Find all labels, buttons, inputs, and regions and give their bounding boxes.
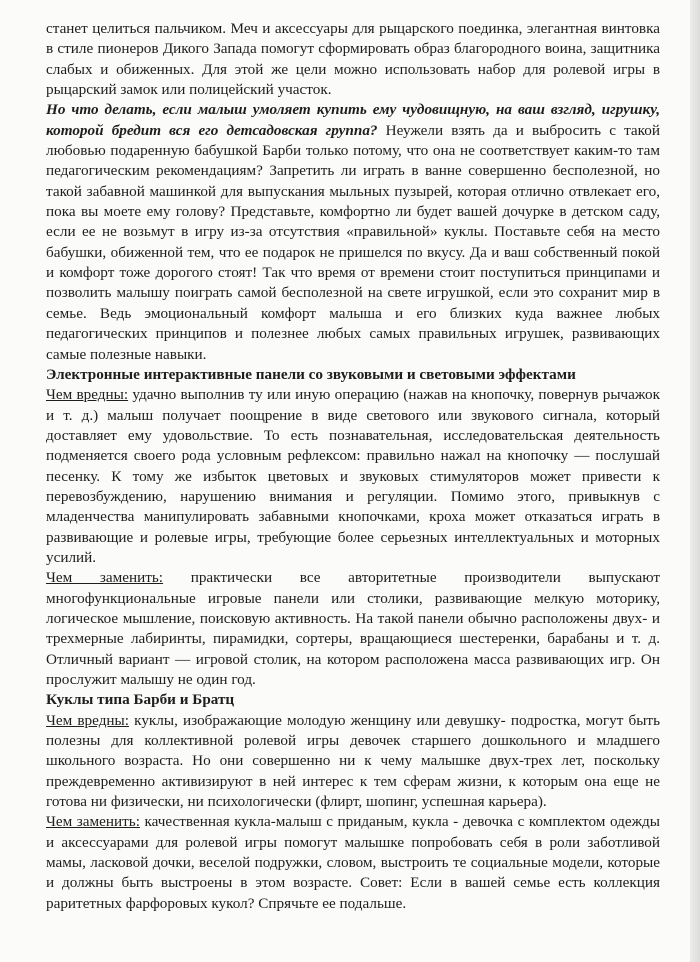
question-answer-text: Неужели взять да и выбросить с такой любовью подаренную бабушкой Барби только потому, что она не соответствует каким-то там педагогическим рекомендациям? Запретить ли играть в ванне совершенно бесполезной, но такой забавной машинкой для выпускания мыльных пузырей, которая отлично отвлекает его, пока вы моете ему голову? Представьте, комфортно ли будет вашей дочурке в детском саду, если ее не возьмут в игру из-за отсутствия «правильной» куклы. Поставьте себя на место бабушки, обиженной тем, что ее подарок не пришелся по вкусу. Да и ваш собственный покой и комфорт тоже дорогого стоят! Так что время от времени стоит поступиться принципами и позволить малышу поиграть самой бесполезной на свете игрушкой, если это сохранит мир в семье. Ведь эмоциональный комфорт малыша и его близких куда важнее любых педагогических принципов и полезнее любых самых правильных игрушек, развивающих самые полезные навыки. [46, 121, 660, 363]
dolls-harm-paragraph [46, 711, 660, 813]
replace-text: практически все авторитетные производители выпускают многофункциональные игровые панели или столики, развивающие мелкую моторику, логическое мышление, поисковую активность. На такой панели обычно расположены двух- и трехмерные лабиринты, пирамидки, сортеры, вращающиеся шестеренки, барабаны и т. д. Отличный вариант — игровой столик, на котором расположена масса развивающих игр. Он прослужит малышу не один год. [46, 569, 660, 688]
harm-text: куклы, изображающие молодую женщину или девушку- подростка, могут быть полезны для коллективной ролевой игры девочек старшего дошкольного и младшего школьного возраста. Но они совершенно ни к чему малышке двух-трех лет, поскольку преждевременно активизируют в ней интерес к тем сферам жизни, к которым она еще не готова ни физически, ни психологически (флирт, шопинг, успешная карьера). [46, 711, 660, 811]
replace-label: Чем заменить: [46, 813, 140, 831]
scan-page-edge [690, 0, 700, 962]
harm-label: Чем вредны: [46, 386, 129, 404]
harm-label: Чем вредны: [46, 711, 129, 729]
panels-replace-paragraph [46, 568, 660, 690]
section-heading-panels: Электронные интерактивные панели со звуковыми и световыми эффектами [46, 365, 576, 383]
paragraph-question [46, 100, 660, 364]
panels-harm-paragraph [46, 385, 660, 568]
paragraph-intro: станет целиться пальчиком. Меч и аксессуары для рыцарского поединка, элегантная винтовка в стиле пионеров Дикого Запада помогут сформировать образ благородного воина, защитника слабых и обиженных. Для этой же цели можно использовать набор для ролевой игры в рыцарский замок или полицейский участок. [46, 20, 660, 99]
harm-text: удачно выполнив ту или иную операцию (нажав на кнопочку, повернув рычажок и т. д.) малыш получает поощрение в виде светового или звукового сигнала, который доставляет ему удовольствие. То есть познавательная, исследовательская деятельность подменяется своего рода условным рефлексом: правильно нажал на кнопочку — послушай песенку. К тому же избыток цветовых и звуковых стимуляторов может привести к перевозбуждению, нарушению внимания и регуляции. Помимо этого, привыкнув с младенчества манипулировать забавными кнопочками, кроха может отказаться играть в развивающие и ролевые игры, требующие более серьезных интеллектуальных и моторных усилий. [46, 386, 660, 566]
article-body [46, 19, 660, 914]
question-emphasis: Но что делать, если малыш умоляет купить ему чудовищную, на ваш взгляд, игрушку, которой бредит вся его детсадовская группа? [46, 101, 660, 139]
dolls-replace-paragraph [46, 812, 660, 914]
replace-label: Чем заменить: [46, 569, 164, 587]
section-heading-dolls: Куклы типа Барби и Братц [46, 691, 235, 709]
replace-text: качественная кукла-малыш с приданым, кукла - девочка с комплектом одежды и аксессуарами для ролевой игры помогут малышке попробовать себя в роли заботливой мамы, ласковой дочки, веселой подружки, словом, выстроить те социальные модели, которые и должны быть выстроены в этом возрасте. Совет: Если в вашей семье есть коллекция раритетных фарфоровых кукол? Спрячьте ее подальше. [46, 813, 660, 912]
